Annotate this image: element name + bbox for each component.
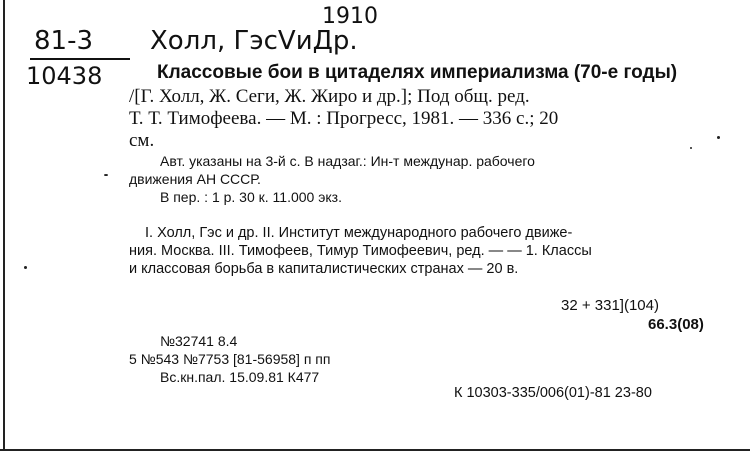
- price-note: В пер. : 1 р. 30 к. 11.000 экз.: [160, 189, 342, 205]
- tracing-line: ния. Москва. III. Тимофеев, Тимур Тимофеевич, ред. — — 1. Классы: [129, 243, 592, 259]
- tracing-line: I. Холл, Гэс и др. II. Институт международного рабочего движе-: [145, 225, 573, 241]
- handwritten-inventory-number: 10438: [26, 62, 103, 90]
- registry-line: 5 №543 №7753 [81-56958] п пп: [129, 351, 331, 367]
- print-speck: [717, 136, 720, 139]
- print-speck: [690, 147, 692, 149]
- print-speck: [24, 266, 27, 269]
- price-code: К 10303-335/006(01)-81 23-80: [454, 385, 652, 401]
- book-chamber-line: Вс.кн.пал. 15.09.81 К477: [160, 369, 320, 385]
- book-title: Классовые бои в цитаделях империализма (70-е годы): [157, 62, 678, 83]
- class-code-underline: [30, 58, 130, 60]
- registry-line: №32741 8.4: [160, 333, 238, 349]
- handwritten-author-note: Холл, ГэсVиДр.: [150, 26, 358, 56]
- note-line: движения АН СССР.: [129, 171, 261, 187]
- classification-index-bold: 66.3(08): [648, 316, 704, 333]
- card-left-border: [3, 0, 5, 451]
- responsibility-line: /[Г. Холл, Ж. Сеги, Ж. Жиро и др.]; Под общ. ред.: [129, 86, 530, 107]
- note-line: Авт. указаны на 3-й с. В надзаг.: Ин-т междунар. рабочего: [160, 153, 535, 169]
- print-speck: [104, 174, 108, 176]
- physical-description-line: см.: [129, 130, 155, 151]
- handwritten-year: 1910: [322, 4, 378, 29]
- tracing-line: и классовая борьба в капиталистических странах — 20 в.: [129, 261, 519, 277]
- publication-line: Т. Т. Тимофеева. — М. : Прогресс, 1981. — 336 с.; 20: [129, 108, 559, 129]
- classification-index: 32 + 331](104): [561, 297, 659, 314]
- handwritten-class-code: 81-3: [34, 26, 94, 56]
